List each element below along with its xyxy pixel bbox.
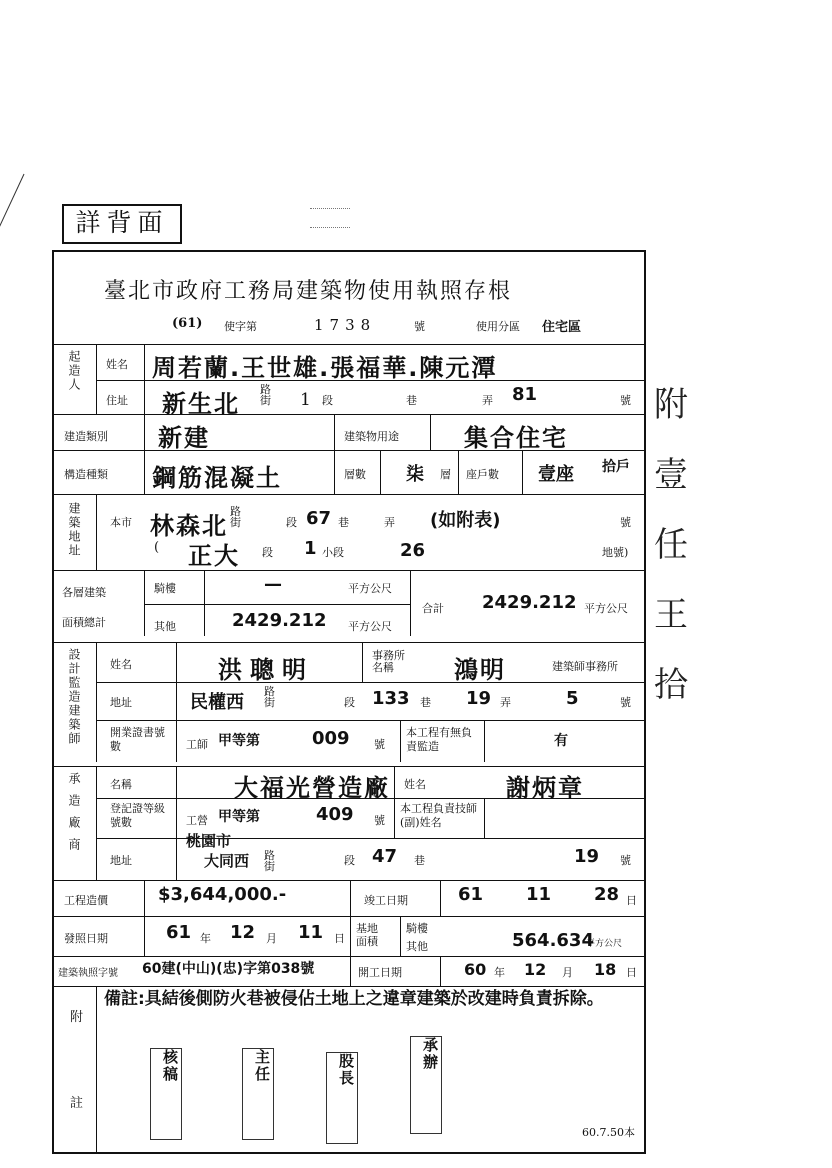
other-label: 其他 <box>154 620 176 633</box>
office-label: 事務所名稱 <box>372 649 405 674</box>
base-label: 基地面積 <box>356 922 378 948</box>
approval-stamp: 主任 <box>242 1048 274 1140</box>
remarks-zhu: 註 <box>70 1096 84 1111</box>
building-permit-value: 60建(中山)(忠)字第038號 <box>142 961 315 977</box>
reg-grade: 甲等第 <box>218 809 260 825</box>
owner-names: 周若蘭.王世雄.張福華.陳元潭 <box>152 354 498 382</box>
contractor-addr-label: 地址 <box>110 854 132 867</box>
contractor-name-label: 名稱 <box>110 778 132 791</box>
contractor-xiang: 巷 <box>414 854 425 867</box>
architect-addr: 民權西 <box>190 692 244 713</box>
owner-addr-road: 新生北 <box>162 390 240 418</box>
reg-number: 409 <box>316 804 354 825</box>
zone-value: 住宅區 <box>542 320 582 335</box>
site-nong: 弄 <box>384 516 395 529</box>
owner-hao: 號 <box>620 394 631 407</box>
license-form <box>52 250 646 1154</box>
office-name: 鴻明 <box>454 656 506 684</box>
site-hao: 號 <box>620 516 631 529</box>
permit-number: 1738 <box>314 316 377 334</box>
owner-duan: 段 <box>322 394 333 407</box>
site-note: (如附表) <box>430 510 501 531</box>
base-other: 其他 <box>406 940 428 953</box>
architect-hao: 號 <box>620 696 631 709</box>
contractor-addr: 大同西 <box>204 852 250 870</box>
remarks-text: 備註:具結後側防火巷被侵佔土地上之違章建築於改建時負責拆除。 <box>104 989 604 1009</box>
reg-hao: 號 <box>374 814 385 827</box>
tech-label: 本工程負責技師(副)姓名 <box>400 802 477 829</box>
approval-stamp: 核稿 <box>150 1048 182 1140</box>
owner-section: 1 <box>300 390 311 410</box>
remarks-fu: 附 <box>70 1010 84 1025</box>
site-xiang: 巷 <box>338 516 349 529</box>
contractor-alley: 19 <box>574 846 600 867</box>
architect-duan: 段 <box>344 696 355 709</box>
floors-ceng: 層 <box>440 468 451 481</box>
office-suffix: 建築師事務所 <box>552 660 618 673</box>
detail-back-tag: 詳背面 <box>62 204 182 244</box>
architect-addr-label: 地址 <box>110 696 132 709</box>
done-month: 11 <box>526 884 552 905</box>
form-title: 臺北市政府工務局建築物使用執照存根 <box>104 279 513 304</box>
architect-xiang: 巷 <box>420 696 431 709</box>
issue-month: 12 <box>230 922 256 943</box>
contractor-duan: 段 <box>344 854 355 867</box>
contractor-person-label: 姓名 <box>404 778 426 791</box>
structure-value: 鋼筋混凝土 <box>152 464 282 492</box>
license-hao: 號 <box>374 738 385 751</box>
side-bleed-text: 附 壹 任 王 拾 <box>654 385 688 705</box>
contractor-hao: 號 <box>620 854 631 867</box>
architect-nong: 弄 <box>500 696 511 709</box>
base-unit: 平方公尺 <box>586 939 623 949</box>
site-city: 本市 <box>110 516 132 529</box>
permit-hao: 號 <box>414 320 425 333</box>
reg-label: 登記證等級號數 <box>110 802 165 829</box>
total-unit: 平方公尺 <box>584 602 628 615</box>
site-lu-jie: 路街 <box>230 505 241 529</box>
total-label: 合計 <box>422 602 444 615</box>
architect-lu-jie: 路街 <box>264 685 275 709</box>
architect-alley: 19 <box>466 688 492 709</box>
permit-year: (61) <box>172 316 203 331</box>
issue-ri: 日 <box>334 932 345 945</box>
architect-name: 洪聰明 <box>218 656 314 684</box>
architect-group-label: 設計監造建築師 <box>67 648 81 746</box>
owner-xiang: 巷 <box>406 394 417 407</box>
arcade-unit: 平方公尺 <box>348 582 392 595</box>
units-label: 座戶數 <box>466 468 499 481</box>
area-label-1: 各層建築 <box>62 586 106 599</box>
use-label: 建築物用途 <box>344 430 399 443</box>
issue-yue: 月 <box>266 932 277 945</box>
license-number: 009 <box>312 728 350 749</box>
units-value: 壹座 <box>538 464 574 485</box>
arcade-value: — <box>264 574 282 595</box>
architect-name-label: 姓名 <box>110 658 132 671</box>
start-ri: 日 <box>626 966 637 979</box>
license-label: 開業證書號數 <box>110 726 165 753</box>
start-day: 18 <box>594 960 617 979</box>
structure-label: 構造種類 <box>64 468 108 481</box>
permit-word-label: 使字第 <box>224 320 257 333</box>
issue-nian: 年 <box>200 932 211 945</box>
zone-label: 使用分區 <box>476 320 520 333</box>
contractor-lane: 47 <box>372 846 398 867</box>
cost-value: $3,644,000.- <box>158 884 287 905</box>
site-road: 林森北 <box>150 512 228 540</box>
site-lane: 67 <box>306 508 332 529</box>
other-unit: 平方公尺 <box>348 620 392 633</box>
start-month: 12 <box>524 960 547 979</box>
form-footer: 60.7.50本 <box>582 1126 635 1139</box>
floors-label: 層數 <box>344 468 366 481</box>
architect-number: 5 <box>566 688 579 709</box>
scan-mark <box>0 174 41 236</box>
sub-section: 1 <box>304 538 317 559</box>
approval-stamp: 承辦 <box>410 1036 442 1134</box>
land-lot: 26 <box>400 540 426 561</box>
lot-suffix: 地號) <box>602 546 629 559</box>
type-label: 建造類別 <box>64 430 108 443</box>
owner-nong: 弄 <box>482 394 493 407</box>
land-section: 正大 <box>188 542 240 570</box>
owner-group-label: 起造人 <box>67 350 81 392</box>
issue-year: 61 <box>166 922 192 943</box>
scan-mark <box>310 208 350 228</box>
base-value: 564.634 <box>512 930 594 951</box>
approval-stamp: 股長 <box>326 1052 358 1144</box>
license-grade: 甲等第 <box>218 733 260 749</box>
xiaoduan: 小段 <box>322 546 344 559</box>
owner-name-label: 姓名 <box>106 358 128 371</box>
site-label: 建築地址 <box>67 502 81 558</box>
site-duan: 段 <box>286 516 297 529</box>
done-day: 28 <box>594 884 620 905</box>
issue-label: 發照日期 <box>64 932 108 945</box>
architect-lane: 133 <box>372 688 410 709</box>
land-duan: 段 <box>262 546 273 559</box>
total-value: 2429.212 <box>482 592 577 613</box>
license-prefix: 工師 <box>186 738 208 751</box>
site-paren: ( <box>154 540 160 555</box>
owner-number: 81 <box>512 384 538 405</box>
start-year: 60 <box>464 960 487 979</box>
supervise-label: 本工程有無負責監造 <box>406 726 472 753</box>
issue-day: 11 <box>298 922 324 943</box>
arcade-label: 騎樓 <box>154 582 176 595</box>
done-ri: 日 <box>626 894 637 907</box>
units-extra: 拾戶 <box>602 459 630 475</box>
reg-prefix: 工營 <box>186 814 208 827</box>
floors-value: 柒 <box>406 464 424 485</box>
other-value: 2429.212 <box>232 610 327 631</box>
type-value: 新建 <box>158 424 210 452</box>
use-value: 集合住宅 <box>464 424 568 452</box>
start-label: 開工日期 <box>358 966 402 979</box>
start-yue: 月 <box>562 966 573 979</box>
contractor-city: 桃園市 <box>186 832 232 850</box>
area-label-2: 面積總計 <box>62 616 106 629</box>
done-year: 61 <box>458 884 484 905</box>
contractor-group-label: 承造廠商 <box>67 772 81 860</box>
start-nian: 年 <box>494 966 505 979</box>
cost-label: 工程造價 <box>64 894 108 907</box>
contractor-lu-jie: 路街 <box>264 849 275 873</box>
contractor-person: 謝炳章 <box>506 774 584 802</box>
done-label: 竣工日期 <box>364 894 408 907</box>
owner-addr-label: 住址 <box>106 394 128 407</box>
base-arcade: 騎樓 <box>406 922 428 935</box>
building-permit-label: 建築執照字號 <box>58 968 118 979</box>
supervise-value: 有 <box>554 733 568 749</box>
contractor-name: 大福光營造廠 <box>234 774 390 802</box>
owner-lu-jie: 路街 <box>260 383 271 407</box>
